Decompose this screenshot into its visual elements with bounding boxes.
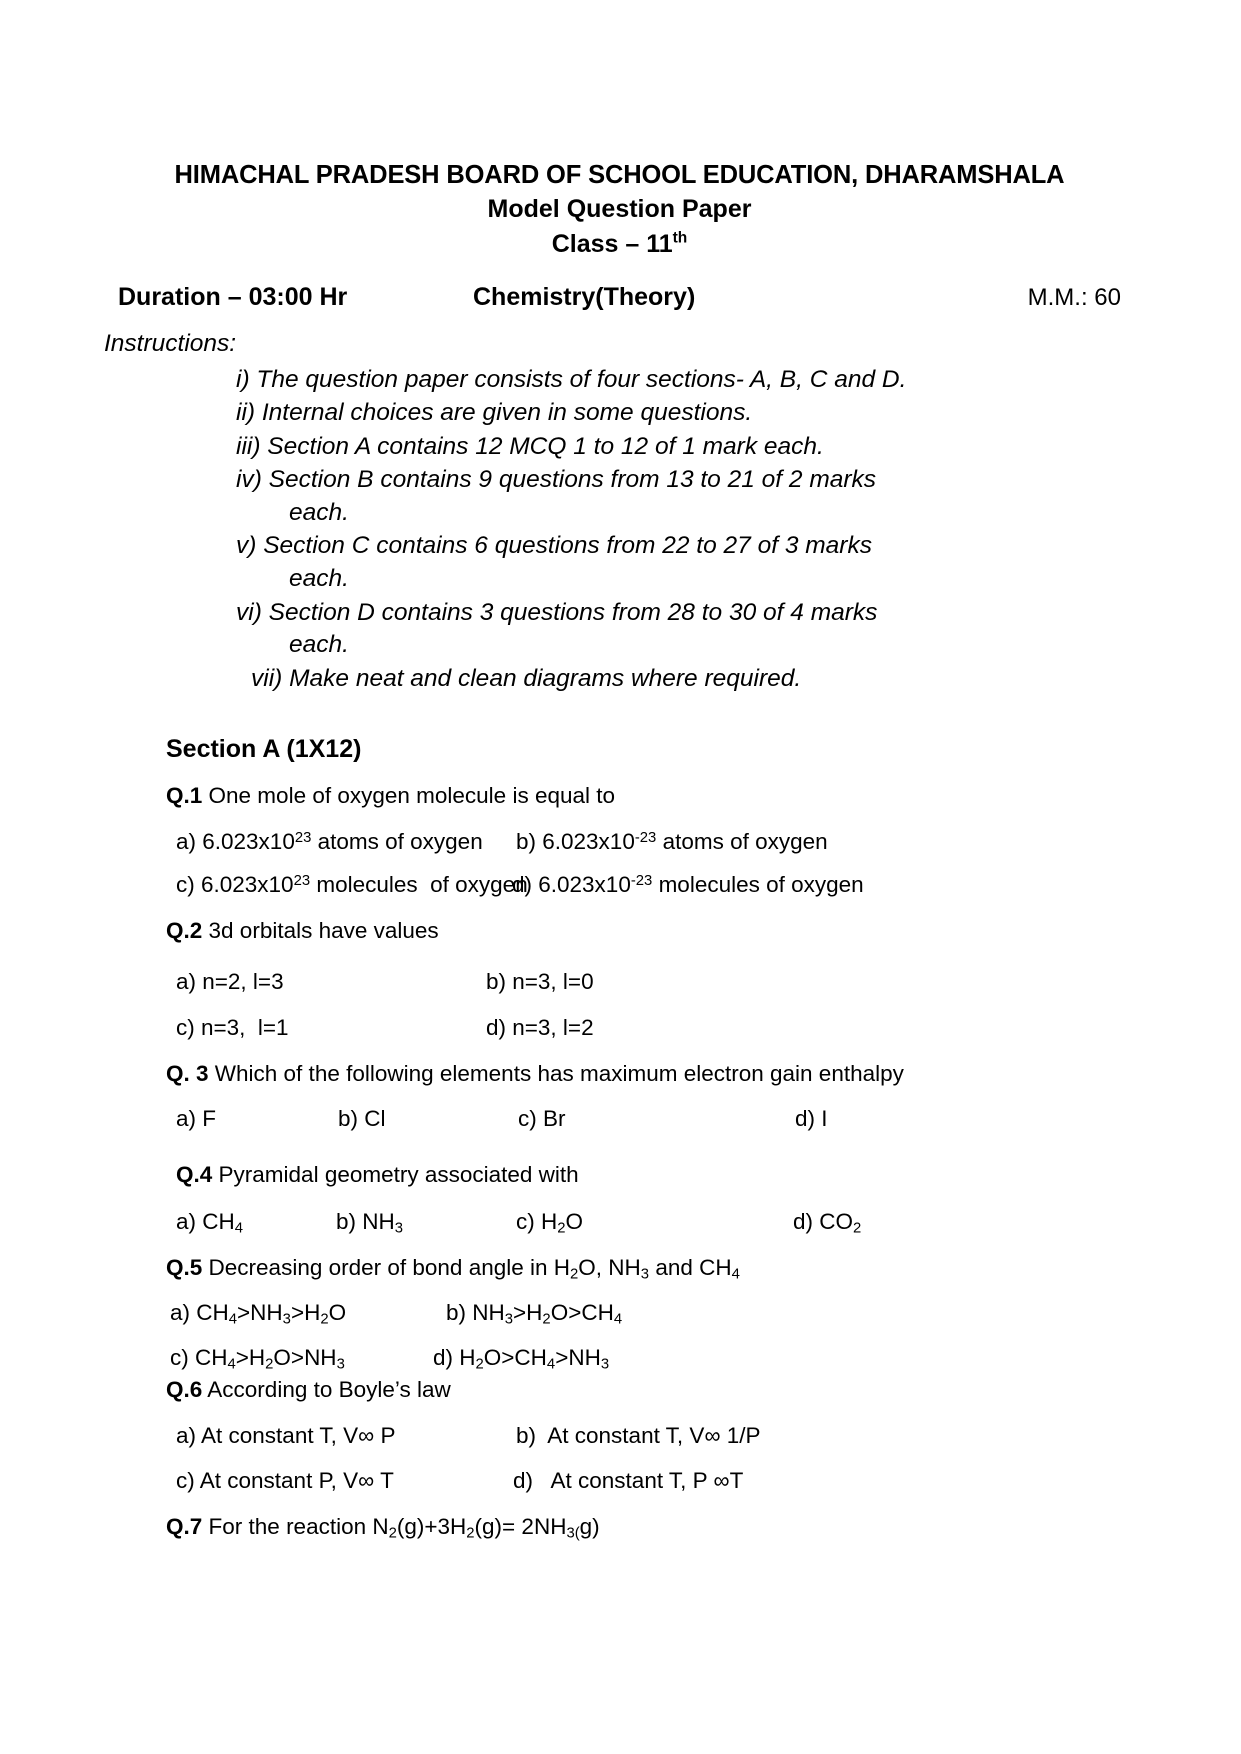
opt-d-subscript: 2: [853, 1219, 862, 1236]
question-1-number: Q.1: [166, 783, 203, 809]
opt-c-pre: c) H: [516, 1208, 558, 1234]
opt-b-subscript: 3: [394, 1219, 404, 1236]
opt-d-post: molecules of oxygen: [652, 871, 864, 897]
question-6-option-d: d) At constant T, P ∞T: [513, 1468, 744, 1494]
question-4: [176, 1160, 1121, 1189]
opt-d-pre: d) 6.023x10: [512, 871, 631, 897]
question-2-options-row-2: [176, 1013, 1121, 1042]
duration-label: Duration – 03:00 Hr: [118, 282, 348, 311]
question-6-option-c: c) At constant P, V∞ T: [176, 1468, 394, 1494]
instruction-text: ii) Internal choices are given in some questions.: [236, 399, 753, 427]
question-3-option-d: d) I: [795, 1106, 828, 1132]
question-5-options-row-1: [170, 1298, 1121, 1327]
instruction-text: vi) Section D contains 3 questions from 28 to 30 of 4 marks: [236, 598, 878, 626]
instruction-item: [118, 397, 1121, 430]
question-2-text: 3d orbitals have values: [202, 918, 439, 944]
q5-sub-2: 3: [640, 1266, 650, 1283]
opt-d-exponent: -23: [630, 872, 653, 889]
question-1: [166, 781, 1121, 810]
question-1-options-row-2: [176, 870, 1121, 899]
max-marks-label: M.M.: 60: [1027, 283, 1121, 311]
question-3-options-row: [176, 1104, 1121, 1133]
question-2-option-c: c) n=3, l=1: [176, 1014, 289, 1040]
question-5-options-row-2: [170, 1343, 1121, 1372]
question-6-option-b: b) At constant T, V∞ 1/P: [516, 1422, 761, 1448]
question-7-number: Q.7: [166, 1514, 203, 1540]
instructions-heading: Instructions:: [104, 329, 237, 357]
question-3-option-c: c) Br: [518, 1106, 566, 1132]
instructions-list: [118, 364, 1121, 696]
question-3-option-b: b) Cl: [338, 1106, 386, 1132]
opt-c-post: molecules of oxygen: [310, 871, 528, 897]
question-6-options-row-2: [176, 1466, 1121, 1495]
question-2-option-b: b) n=3, l=0: [486, 969, 594, 995]
opt-d-pre: d) CO: [793, 1208, 854, 1234]
question-3-option-a: a) F: [176, 1106, 217, 1132]
exam-meta-row: [118, 283, 1121, 312]
instruction-item: [118, 530, 1121, 595]
opt-a-post: atoms of oxygen: [311, 828, 483, 854]
question-4-option-b: [336, 1207, 516, 1236]
question-2: [166, 916, 1121, 945]
opt-b-pre: b) NH: [336, 1208, 395, 1234]
question-4-option-a: [176, 1207, 336, 1236]
question-6: [166, 1375, 1121, 1404]
question-4-options-row: [176, 1207, 1121, 1236]
instruction-item: [118, 431, 1121, 464]
opt-b-exponent: -23: [634, 829, 657, 846]
question-5-number: Q.5: [166, 1254, 203, 1280]
instruction-text: i) The question paper consists of four sections- A, B, C and D.: [236, 365, 907, 393]
opt-c-post: O: [565, 1208, 584, 1234]
question-2-options-row-1: [176, 967, 1121, 996]
question-5-option-c: c) $CH_4>H_2O>NH_3$: [170, 1345, 345, 1373]
question-1-option-a: [176, 827, 516, 856]
question-4-option-c: [516, 1207, 793, 1236]
instruction-text: iv) Section B contains 9 questions from 13 to 21 of 2 marks: [236, 466, 877, 494]
question-4-option-d: [793, 1207, 861, 1236]
opt-c-pre: c) 6.023x10: [176, 871, 294, 897]
question-5: [166, 1253, 1121, 1282]
class-text: Class – 11: [551, 230, 673, 259]
instruction-item: [118, 364, 1121, 397]
question-5-text-part2: O, NH: [578, 1254, 641, 1280]
question-1-text: One mole of oxygen molecule is equal to: [202, 783, 616, 809]
question-2-option-d: d) n=3, l=2: [486, 1014, 594, 1040]
opt-b-pre: b) 6.023x10: [516, 828, 635, 854]
instruction-text: iii) Section A contains 12 MCQ 1 to 12 of 1 mark each.: [236, 432, 824, 460]
class-ordinal-suffix: th: [672, 230, 688, 247]
instruction-item: [118, 597, 1121, 662]
question-1-option-c: [176, 870, 528, 899]
q5-sub-3: 4: [731, 1266, 740, 1283]
question-1-option-d: [512, 870, 864, 899]
opt-c-subscript: 2: [557, 1219, 566, 1236]
question-5-option-a: a) $CH_4>NH_3>H_2O$: [170, 1300, 347, 1328]
question-5-text-part1: Decreasing order of bond angle in H: [202, 1254, 571, 1280]
instruction-text: v) Section C contains 6 questions from 22 to 27 of 3 marks: [236, 532, 872, 560]
question-4-number: Q.4: [176, 1162, 213, 1188]
question-3: [166, 1059, 1121, 1088]
question-1-options-row-1: [176, 827, 1121, 856]
class-label: [118, 229, 1121, 260]
instruction-item: [118, 464, 1121, 529]
question-4-text: Pyramidal geometry associated with: [212, 1162, 579, 1188]
question-6-option-a: a) At constant T, V∞ P: [176, 1422, 396, 1448]
question-5-option-b: b) $NH_3>H_2O>CH_4$: [446, 1300, 623, 1328]
question-2-number: Q.2: [166, 918, 203, 944]
question-1-option-b: [516, 827, 828, 856]
instruction-text-cont: each.: [289, 498, 349, 526]
question-6-text: According to Boyle’s law: [202, 1376, 451, 1402]
question-6-number: Q.6: [166, 1376, 203, 1402]
q5-sub-1: 2: [570, 1266, 579, 1283]
opt-c-exponent: 23: [293, 872, 311, 889]
question-3-text: Which of the following elements has maximum electron gain enthalpy: [208, 1060, 904, 1086]
instruction-text: vii) Make neat and clean diagrams where required.: [251, 664, 802, 692]
question-3-number: Q. 3: [166, 1060, 209, 1086]
question-7: [166, 1512, 1121, 1541]
instruction-text-cont: each.: [289, 631, 349, 659]
paper-type: Model Question Paper: [487, 195, 752, 224]
opt-a-subscript: 4: [234, 1219, 244, 1236]
opt-a-exponent: 23: [294, 829, 312, 846]
question-5-text-part3: and CH: [649, 1254, 732, 1280]
question-6-options-row-1: [176, 1421, 1121, 1450]
subject-label: Chemistry(Theory): [473, 282, 696, 311]
opt-a-pre: a) CH: [176, 1208, 235, 1234]
section-a-heading: Section A (1X12): [166, 735, 362, 764]
opt-a-pre: a) 6.023x10: [176, 828, 295, 854]
question-7-text: For the reaction $N_2(g)+3H_2(g)= 2NH_{3(}g$): [202, 1514, 600, 1542]
instruction-item: [118, 663, 1121, 696]
board-title: HIMACHAL PRADESH BOARD OF SCHOOL EDUCATION, DHARAMSHALA: [174, 161, 1065, 189]
instruction-text-cont: each.: [289, 565, 349, 593]
question-5-option-d: d) $H_2O>CH_4>NH_3$: [433, 1345, 610, 1373]
opt-b-post: atoms of oxygen: [656, 828, 828, 854]
question-2-option-a: a) n=2, l=3: [176, 969, 284, 995]
